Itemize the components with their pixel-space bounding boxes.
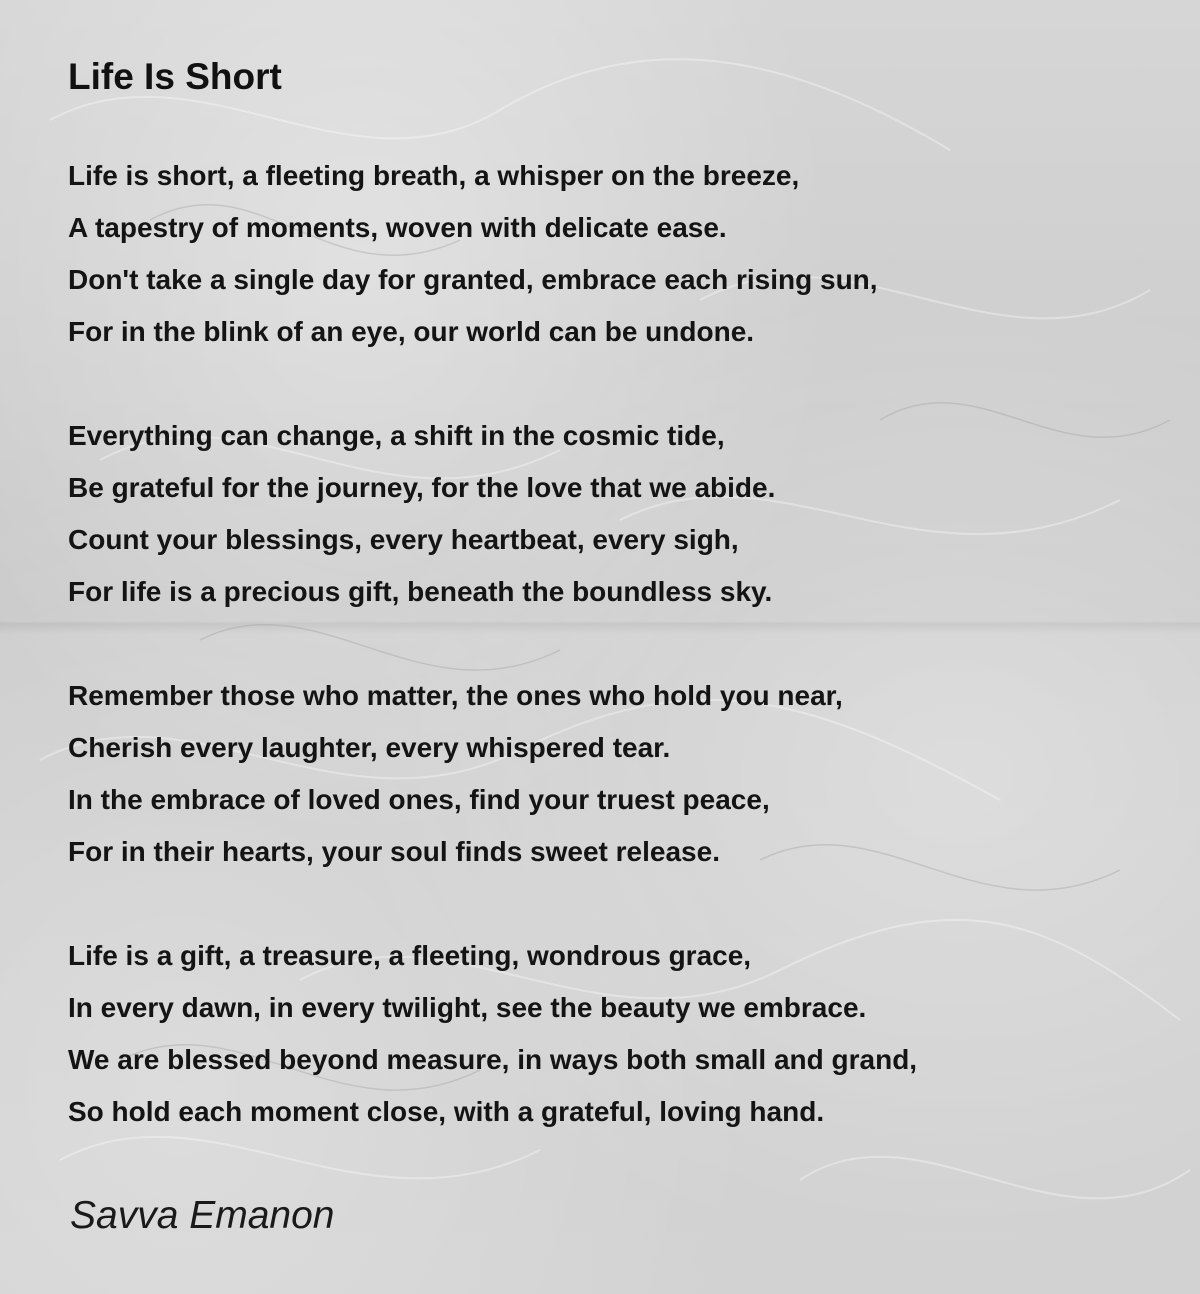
- poem-line: For in their hearts, your soul finds sweet release.: [68, 836, 720, 867]
- author-name: Savva Emanon: [70, 1194, 335, 1237]
- poem-line: Be grateful for the journey, for the love that we abide.: [68, 472, 776, 503]
- poem-line: Don't take a single day for granted, embrace each rising sun,: [68, 264, 878, 295]
- poem-line: Life is a gift, a treasure, a fleeting, wondrous grace,: [68, 940, 752, 971]
- poem-line: Life is short, a fleeting breath, a whisper on the breeze,: [68, 160, 800, 191]
- poem-line: Everything can change, a shift in the cosmic tide,: [68, 420, 725, 451]
- poem-line: So hold each moment close, with a grateful, loving hand.: [68, 1096, 825, 1127]
- poem-title: Life Is Short: [68, 56, 282, 97]
- stanza-4: [68, 930, 1168, 1138]
- poem-line: Cherish every laughter, every whispered tear.: [68, 732, 671, 763]
- poem-line: For in the blink of an eye, our world can be undone.: [68, 316, 755, 347]
- poem-line: In every dawn, in every twilight, see the beauty we embrace.: [68, 992, 867, 1023]
- poem-line: Remember those who matter, the ones who hold you near,: [68, 680, 843, 711]
- poem-line: For life is a precious gift, beneath the boundless sky.: [68, 576, 773, 607]
- poem-container: [68, 50, 1168, 1190]
- poem-line: In the embrace of loved ones, find your truest peace,: [68, 784, 770, 815]
- poem-line: Count your blessings, every heartbeat, every sigh,: [68, 524, 739, 555]
- stanza-3: [68, 670, 1168, 878]
- stanza-1: [68, 150, 1168, 358]
- stanza-2: [68, 410, 1168, 618]
- poem-line: We are blessed beyond measure, in ways both small and grand,: [68, 1044, 918, 1075]
- poem-line: A tapestry of moments, woven with delicate ease.: [68, 212, 727, 243]
